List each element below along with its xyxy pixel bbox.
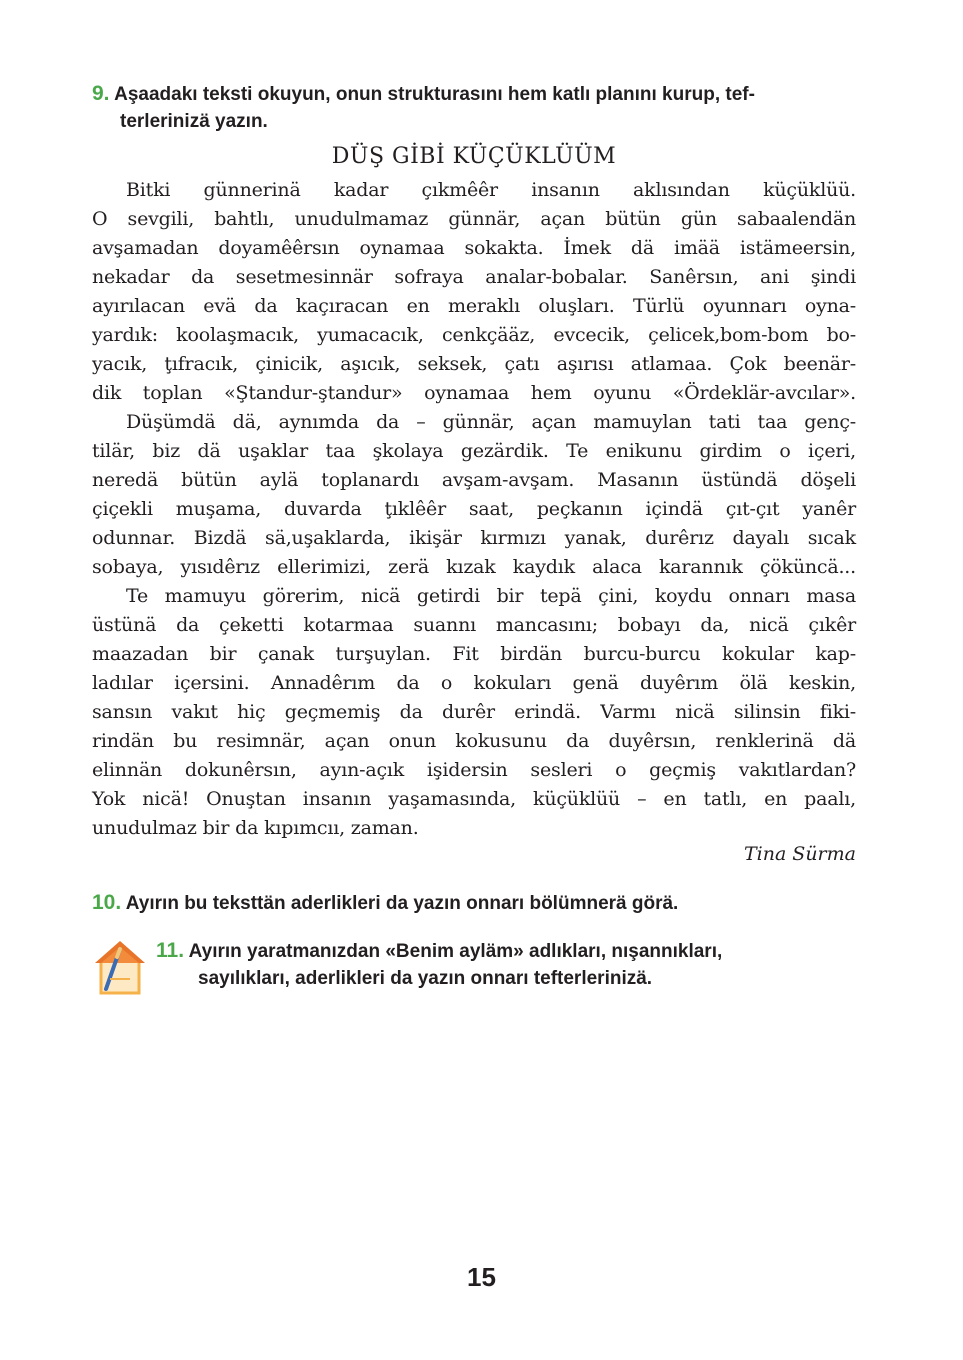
story-line: sobaya, yısıdêrız ellerimizi, zerä kızak kaydık alaca karannık çöküncä... (92, 556, 856, 578)
story-line: unudulmaz bir da kıpımcıı, zaman. (92, 817, 419, 839)
story-author: Tina Sürma (743, 843, 856, 865)
task-10-text: Ayırın bu teksttän aderlikleri da yazın onnarı bölümnerä görä. (125, 893, 679, 914)
story-line: nekadar da sesetmesinnär sofraya analar-bobalar. Sanêrsın, ani şindi (92, 266, 856, 288)
house-pencil-icon (92, 935, 148, 997)
story-line: neredä bütün aylä toplanardı avşam-avşam. Masanın üstündä döşeli (92, 469, 856, 491)
story-line: Te mamuyu görerim, nicä getirdi bir tepä çini, koydu onnarı masa (126, 585, 856, 607)
task-11-text-line1: Ayırın yaratmanızdan «Benim ayläm» adlıkları, nışannıkları, (188, 941, 723, 962)
story-line: yacık, ţıfracık, çinicik, aşıcık, seksek, çatı aşırısı atlamaa. Çok beenär- (92, 353, 856, 375)
story-line: avşamadan doyamêêrsın oynamaa sokakta. İmek dä imää istämeersin, (92, 237, 856, 259)
story-line: dik toplan «Ştandur-ştandur» oynamaa hem oyunu «Ördeklär-avcılar». (92, 382, 856, 404)
task-9 (92, 80, 862, 135)
story-line: ladılar içersini. Annadêrım da o kokuları genä duyêrım ölä keskin, (92, 672, 856, 694)
task-11-text-line2: sayılıkları, aderlikleri da yazın onnarı tefterlerinizä. (198, 968, 653, 989)
story-line: ayırılacan evä da kaçıracan en meraklı oluşları. Türlü oyunnarı oyna- (92, 295, 856, 317)
story-line: odunnar. Bizdä sä,uşaklarda, ikişär kırmızı yanak, durêrız dayalı sıcak (92, 527, 856, 549)
story-title: DÜŞ GİBİ KÜÇÜKLÜÜM (331, 144, 617, 169)
task-9-text-line2: terlerinizä yazın. (120, 111, 268, 132)
task-11-number: 11. (156, 939, 185, 962)
task-9-number: 9. (92, 82, 110, 105)
story-line: çiçekli muşama, duvarda ţıklêêr saat, peçkanın içindä çıt-çıt yanêr (92, 498, 856, 520)
story-line: maazadan bir çanak turşuylan. Fit birdän burcu-burcu kokular kap- (92, 643, 856, 665)
story-line: O sevgili, bahtlı, unudulmamaz günnär, açan bütün gün sabaalendän (92, 208, 856, 230)
story-line: Yok nicä! Onuştan insanın yaşamasında, küçüklüü – en tatlı, en paalı, (92, 788, 856, 810)
story-body (92, 176, 856, 843)
story-line: yardık: koolaşmacık, yumacacık, cenkçääz, evcecik, çelicek,bom-bom bo- (92, 324, 856, 346)
task-11 (156, 937, 860, 992)
page-number: 15 (467, 1262, 496, 1292)
story-line: tilär, biz dä uşaklar taa şkolaya gezärdik. Te enikunu girdim o içeri, (92, 440, 856, 462)
task-10-number: 10. (92, 891, 122, 914)
story-line: Bitki günnerinä kadar çıkmêêr insanın aklısından küçüklüü. (126, 179, 856, 201)
story-line: üstünä da çeketti kotarmaa suannı mancasını; bobayı da, nicä çıkêr (92, 614, 856, 636)
task-9-text-line1: Aşaadakı teksti okuyun, onun strukturasını hem katlı planını kurup, tef- (114, 84, 755, 105)
story-line: sansın vakıt hiç geçmemiş da durêr erindä. Varmı nicä silinsin fiki- (92, 701, 856, 723)
story-line: elinnän dokunêrsın, ayın-açık işidersin sesleri o geçmiş vakıtlardan? (92, 759, 856, 781)
task-10 (92, 889, 862, 917)
story-line: Düşümdä dä, aynımda da – günnär, açan mamuylan tati taa genç- (126, 411, 856, 433)
story-line: rindän bu resimnär, açan onun kokusunu da duyêrsın, renklerinä dä (92, 730, 856, 752)
